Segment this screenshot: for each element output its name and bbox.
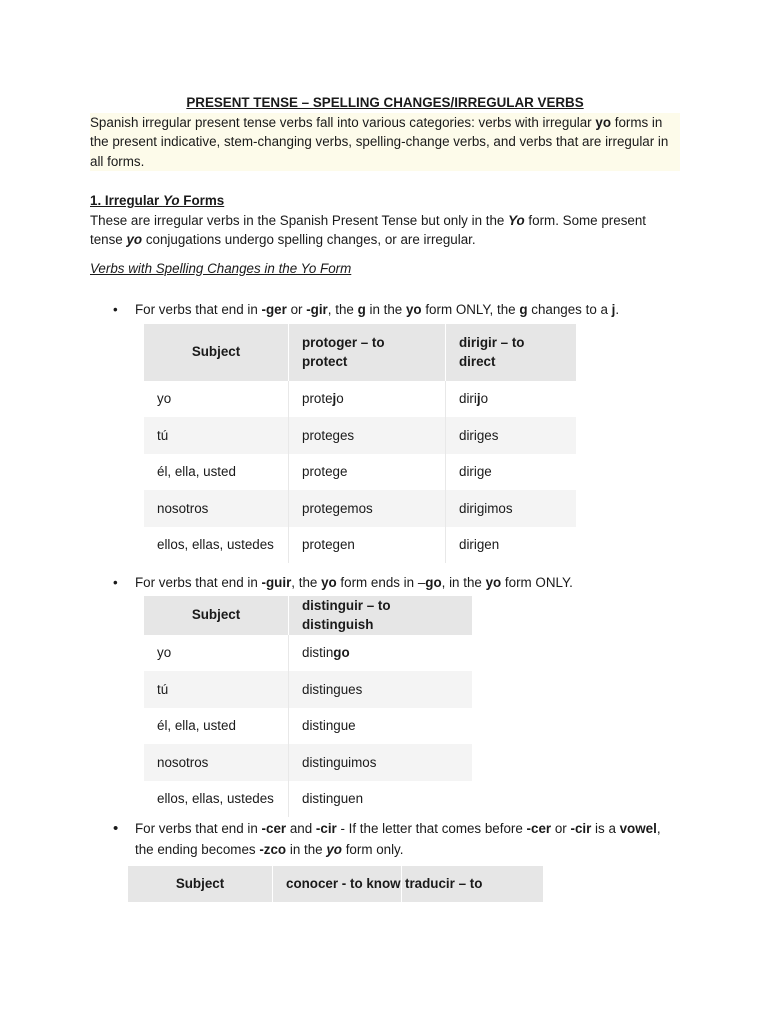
table-header-row [144, 324, 576, 381]
cell-conjugation: diriges [446, 417, 577, 454]
cell-conjugation: protegemos [289, 490, 446, 527]
conjugation-table-conocer-traducir [128, 866, 543, 902]
ending: o [480, 391, 489, 406]
bullet1-text: form ONLY, the [421, 302, 520, 317]
cell-conjugation: proteges [289, 417, 446, 454]
bullet2-yo: yo [321, 575, 337, 590]
cell-conjugation: distingue [302, 718, 356, 733]
table-row [144, 490, 576, 527]
bullet-dot: • [113, 575, 118, 590]
bullet1-gir: -gir [306, 302, 328, 317]
heading-prefix: 1. Irregular [90, 193, 163, 208]
bullet1-text: or [286, 302, 307, 317]
cell-subject: ellos, ellas, ustedes [144, 781, 289, 818]
header-subject: Subject [144, 324, 289, 381]
ending: o [336, 391, 344, 406]
cell-conjugation: protege [289, 454, 446, 491]
bullet3-vowel: vowel [619, 821, 657, 836]
cell-conjugation: protegen [289, 527, 446, 564]
cell-subject: yo [144, 635, 289, 672]
intro-paragraph [90, 113, 680, 172]
cell-conjugation: dirige [459, 464, 492, 479]
section-heading-irregular-yo [90, 191, 680, 211]
cell-conjugation: distinguimos [289, 744, 473, 781]
table-row [144, 527, 576, 564]
bullet1-text: , the [327, 302, 358, 317]
table-row [144, 708, 472, 745]
para-text-a: These are irregular verbs in the Spanish Present Tense but only in the [90, 212, 509, 228]
cell-subject: tú [144, 671, 289, 708]
header-conocer: conocer - to know [273, 866, 402, 902]
cell-conjugation [446, 381, 577, 418]
para-yo-italic: Yo [508, 212, 525, 228]
bullet2-yo: yo [485, 575, 502, 590]
header-dirigir: dirigir – to direct [446, 324, 577, 381]
stem: prote [302, 391, 333, 406]
bullet1-j: j [611, 302, 616, 317]
bullet1-g: g [519, 302, 528, 317]
bullet2-text: form ends in – [336, 575, 426, 590]
cell-subject: él, ella, usted [144, 708, 289, 745]
para-text-c: form. Some present tense [90, 212, 647, 247]
cell-conjugation: distinguen [302, 791, 364, 806]
bullet2-text: form ONLY. [501, 575, 573, 590]
bullet3-cer: -cer [261, 821, 287, 836]
cell-subject: nosotros [144, 490, 289, 527]
bullet-dot: • [113, 820, 119, 837]
table-row [144, 381, 576, 418]
table-header-row [128, 866, 543, 902]
bullet1-yo: yo [405, 302, 422, 317]
bullet1-text: in the [365, 302, 406, 317]
header-traducir: traducir – to [402, 866, 544, 902]
bullet3-text: For verbs that end in [135, 821, 262, 836]
bullet1-text: changes to a [527, 302, 612, 317]
bullet3-text: - If the letter that comes before [336, 821, 527, 836]
heading-italic: Yo [162, 193, 180, 208]
bullet-cer-cir [90, 818, 680, 860]
cell-conjugation: dirigen [459, 537, 500, 552]
stem: diri [459, 391, 477, 406]
bullet-guir [90, 573, 680, 593]
bullet1-text: . [615, 302, 620, 317]
bullet2-text: , in the [441, 575, 486, 590]
bullet3-cer: -cer [526, 821, 552, 836]
bullet3-text: or [551, 821, 571, 836]
changed-letter: j [332, 391, 337, 406]
cell-conjugation: dirigimos [446, 490, 577, 527]
bullet2-text: , the [291, 575, 322, 590]
conjugation-table-distinguir [144, 596, 472, 818]
table-row [144, 454, 576, 491]
cell-subject: nosotros [144, 744, 289, 781]
para-yo-bold: yo [126, 232, 143, 247]
heading-suffix: Forms [179, 193, 225, 208]
header-subject: Subject [144, 596, 289, 635]
table-row [144, 635, 472, 672]
bullet1-g: g [357, 302, 366, 317]
subheading-spelling-changes: Verbs with Spelling Changes in the Yo Form [90, 260, 352, 276]
document-page [90, 93, 680, 902]
bullet2-text: For verbs that end in [135, 575, 262, 590]
header-protoger: protoger – to protect [289, 324, 446, 381]
cell-conjugation [289, 381, 446, 418]
table-row [144, 781, 472, 818]
intro-text-1: Spanish irregular present tense verbs fall into various categories: verbs with irregular [90, 114, 596, 130]
bullet-ger-gir [90, 300, 680, 320]
page-title: PRESENT TENSE – SPELLING CHANGES/IRREGULAR VERBS [186, 95, 584, 110]
cell-subject: yo [144, 381, 289, 418]
section1-paragraph [90, 211, 680, 250]
para-text-e: conjugations undergo spelling changes, or are irregular. [142, 232, 476, 247]
table-header-row [144, 596, 472, 635]
bullet1-text: For verbs that end in [135, 302, 262, 317]
cell-conjugation [289, 635, 473, 672]
bullet3-text: form only. [341, 842, 404, 857]
bullet3-text: , the ending becomes [135, 821, 661, 857]
bullet3-text: and [286, 821, 316, 836]
bullet3-cir: -cir [570, 821, 592, 836]
bullet1-ger: -ger [261, 302, 287, 317]
conjugation-table-protoger-dirigir [144, 324, 576, 564]
changed-ending: go [333, 645, 350, 660]
stem: distin [302, 645, 334, 660]
cell-subject: ellos, ellas, ustedes [144, 527, 289, 564]
header-distinguir: distinguir – to distinguish [289, 596, 473, 635]
changed-letter: j [476, 391, 481, 406]
table-row [144, 671, 472, 708]
cell-subject: tú [144, 417, 289, 454]
bullet3-zco: -zco [259, 842, 287, 857]
intro-bold-yo: yo [595, 114, 612, 130]
bullet3-cir: -cir [315, 821, 337, 836]
intro-text-2: forms in the present indicative, stem-changing verbs, spelling-change verbs, and verbs that are irregular in all forms. [90, 114, 669, 169]
bullet2-guir: -guir [261, 575, 292, 590]
cell-subject: él, ella, usted [144, 454, 289, 491]
bullet3-yo: yo [326, 842, 342, 857]
header-subject: Subject [128, 866, 273, 902]
table-row [144, 417, 576, 454]
bullet3-text: is a [591, 821, 620, 836]
cell-conjugation: distingues [289, 671, 473, 708]
table-row [144, 744, 472, 781]
bullet2-go: go [425, 575, 442, 590]
bullet-dot: • [113, 302, 118, 317]
bullet3-text: in the [286, 842, 327, 857]
